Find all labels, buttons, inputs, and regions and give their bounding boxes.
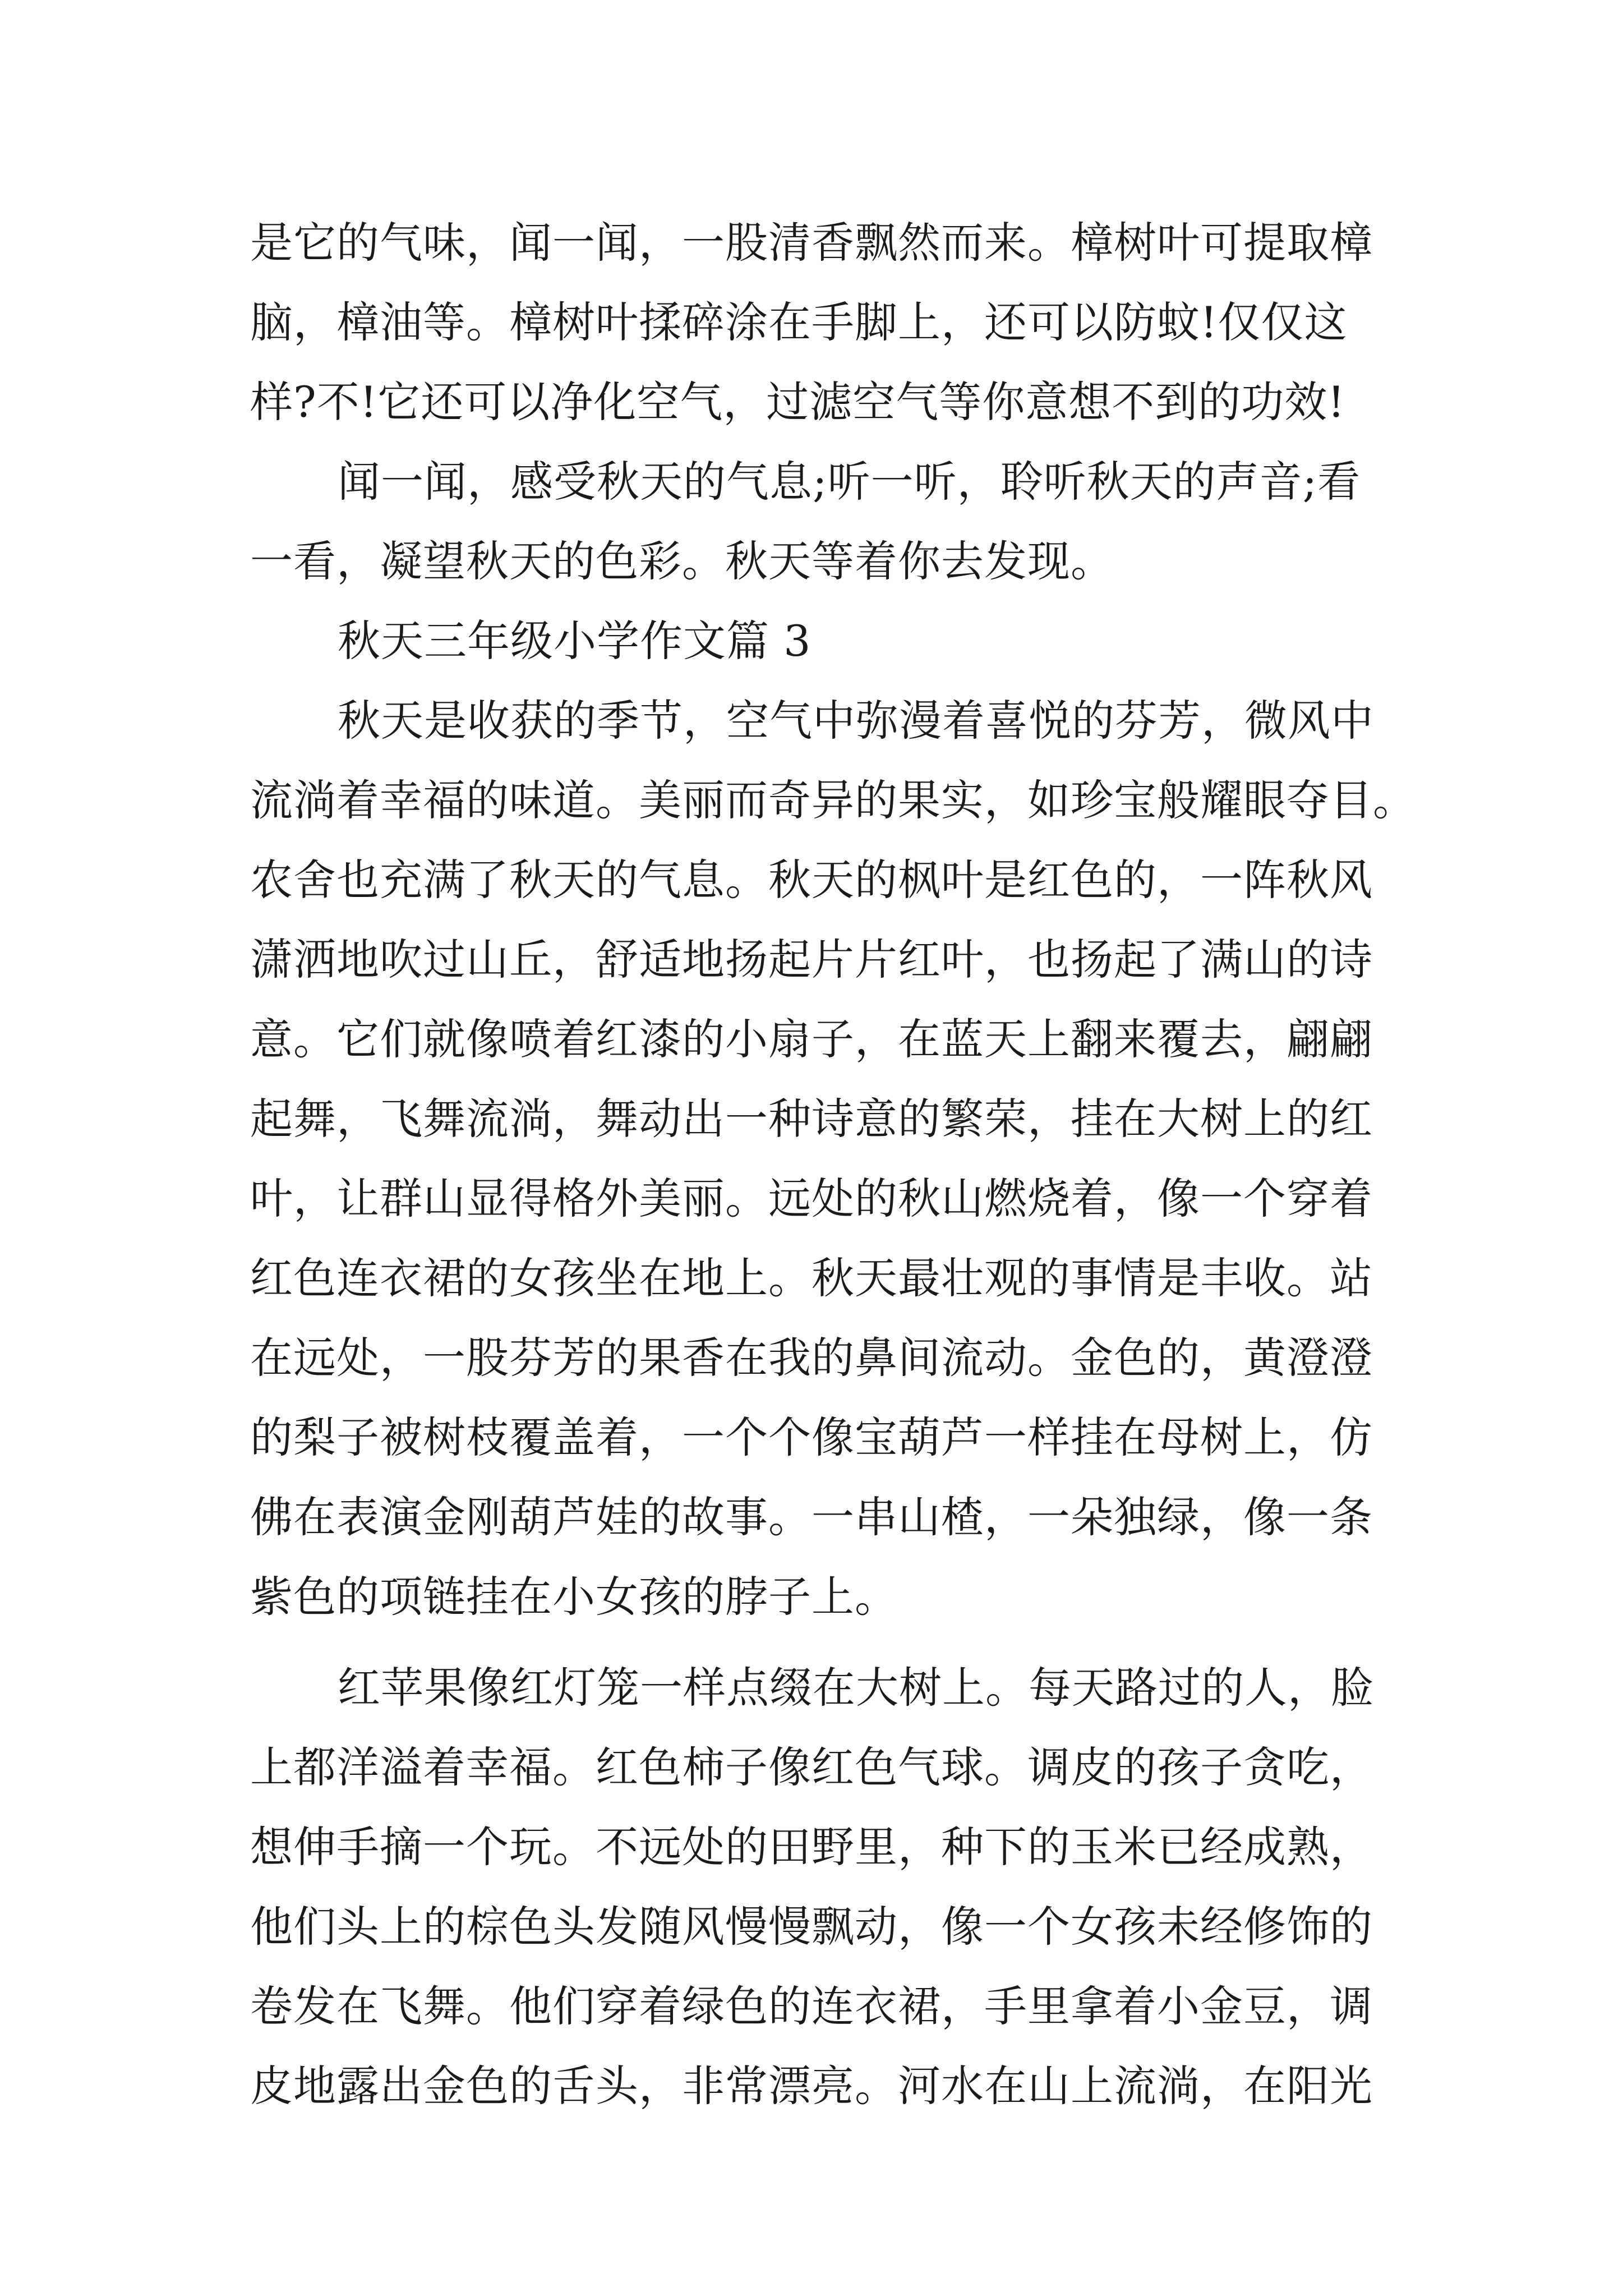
paragraph — [250, 681, 1416, 1637]
text-line: 起舞，飞舞流淌，舞动出一种诗意的繁荣，挂在大树上的红 — [250, 1094, 1373, 1144]
paragraph-spacer — [250, 1637, 1394, 1648]
text-line: 佛在表演金刚葫芦娃的故事。一串山楂，一朵独绿，像一条 — [250, 1492, 1373, 1542]
text-line: 农舍也充满了秋天的气息。秋天的枫叶是红色的，一阵秋风 — [250, 855, 1373, 905]
text-line: 皮地露出金色的舌头，非常漂亮。河水在山上流淌，在阳光 — [250, 2061, 1373, 2111]
paragraph — [250, 203, 1394, 442]
text-line: 潇洒地吹过山丘，舒适地扬起片片红叶，也扬起了满山的诗 — [250, 935, 1373, 984]
text-line: 红色连衣裙的女孩坐在地上。秋天最壮观的事情是丰收。站 — [250, 1253, 1373, 1303]
paragraph — [250, 1648, 1394, 2126]
text-line: 他们头上的棕色头发随风慢慢飘动，像一个女孩未经修饰的 — [250, 1902, 1373, 1952]
text-line: 想伸手摘一个玩。不远处的田野里，种下的玉米已经成熟， — [250, 1822, 1373, 1872]
text-line: 叶，让群山显得格外美丽。远处的秋山燃烧着，像一个穿着 — [250, 1174, 1373, 1223]
text-line: 上都洋溢着幸福。红色柿子像红色气球。调皮的孩子贪吃， — [250, 1742, 1373, 1792]
text-line: 意。它们就像喷着红漆的小扇子，在蓝天上翻来覆去，翩翩 — [250, 1014, 1373, 1064]
text-line: 流淌着幸福的味道。美丽而奇异的果实，如珍宝般耀眼夺目。 — [250, 775, 1416, 825]
text-line: 样?不!它还可以净化空气，过滤空气等你意想不到的功效! — [250, 377, 1345, 427]
text-line: 脑，樟油等。樟树叶揉碎涂在手脚上，还可以防蚊!仅仅这 — [250, 297, 1348, 347]
document-body — [250, 203, 1416, 2126]
text-line: 紫色的项链挂在小女孩的脖子上。 — [250, 1572, 898, 1622]
text-line: 红苹果像红灯笼一样点缀在大树上。每天路过的人，脸 — [338, 1663, 1374, 1713]
section-title: 秋天三年级小学作文篇 3 — [338, 616, 811, 666]
text-line: 一看，凝望秋天的色彩。秋天等着你去发现。 — [250, 536, 1114, 586]
text-line: 在远处，一股芬芳的果香在我的鼻间流动。金色的，黄澄澄 — [250, 1333, 1373, 1383]
text-line: 卷发在飞舞。他们穿着绿色的连衣裙，手里拿着小金豆，调 — [250, 1981, 1373, 2031]
text-line: 秋天是收获的季节，空气中弥漫着喜悦的芬芳，微风中 — [338, 696, 1374, 746]
text-line: 闻一闻，感受秋天的气息;听一听，聆听秋天的声音;看 — [338, 457, 1361, 507]
text-line: 的梨子被树枝覆盖着，一个个像宝葫芦一样挂在母树上，仿 — [250, 1412, 1373, 1462]
paragraph — [250, 442, 1394, 601]
text-line: 是它的气味，闻一闻，一股清香飘然而来。樟树叶可提取樟 — [250, 218, 1373, 268]
